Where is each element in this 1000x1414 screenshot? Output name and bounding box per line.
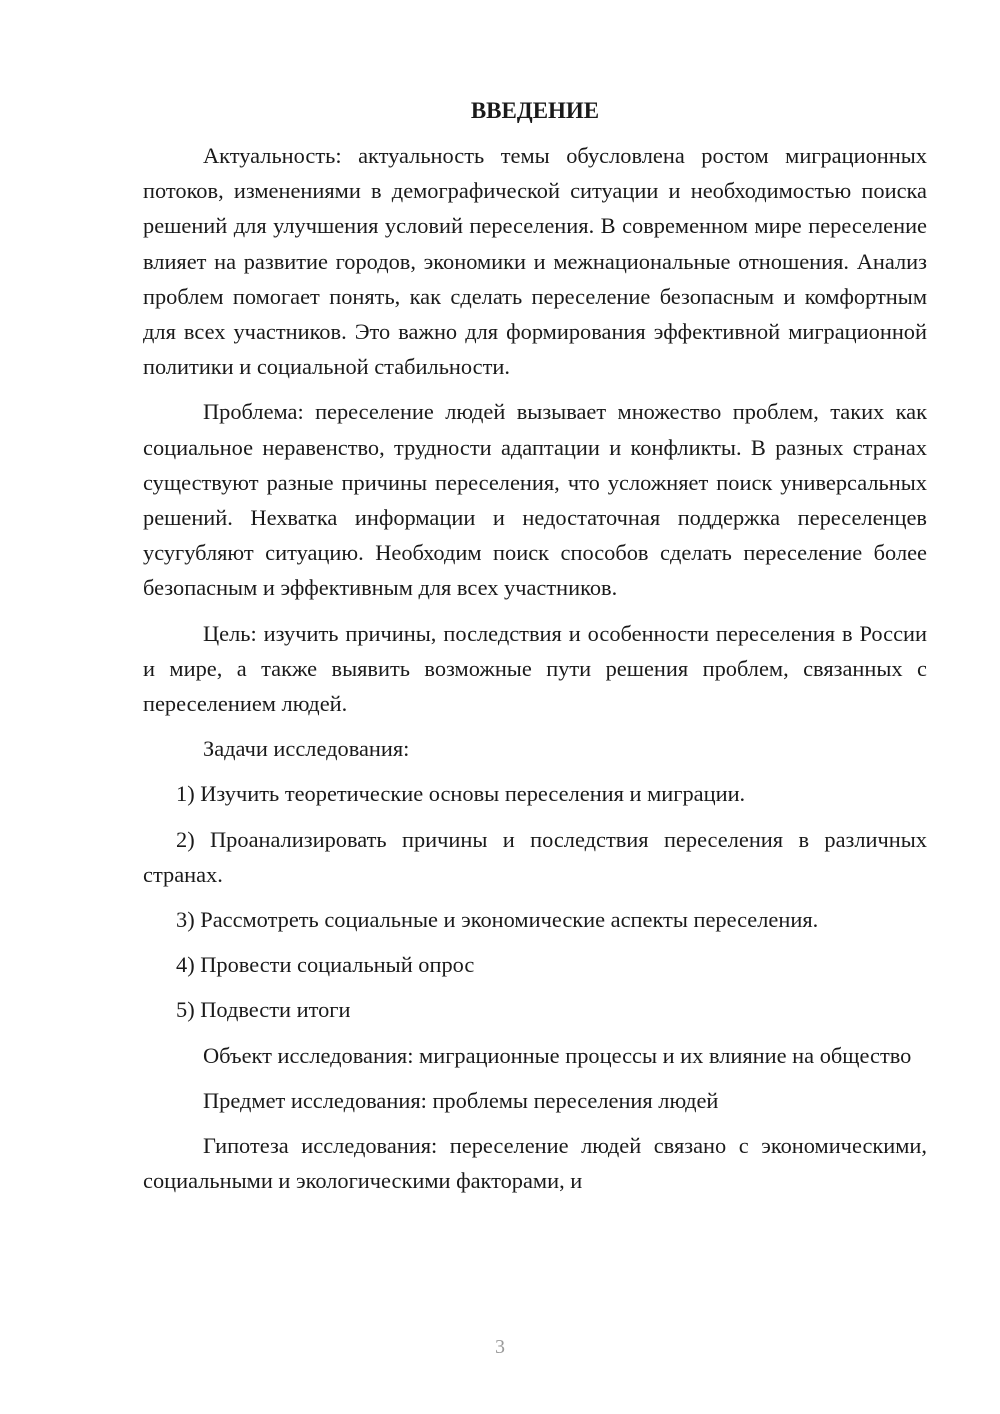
- goal-paragraph: Цель: изучить причины, последствия и особенности переселения в России и мире, а также выявить возможные пути решения проблем, связанных с переселением людей.: [143, 620, 927, 717]
- subject-paragraph: Предмет исследования: проблемы переселения людей: [203, 1087, 719, 1113]
- tasks-heading: Задачи исследования:: [203, 736, 410, 762]
- relevance-paragraph: Актуальность: актуальность темы обусловлена ростом миграционных потоков, изменениями в демографической ситуации и необходимостью поиска решений для улучшения условий переселения. В современном мире переселение влияет на развитие городов, экономики и межнациональные отношения. Анализ проблем помогает понять, как сделать переселение безопасным и комфортным для всех участников. Это важно для формирования эффективной миграционной политики и социальной стабильности.: [143, 143, 927, 380]
- hypothesis-paragraph: Гипотеза исследования: переселение людей связано с экономическими, социальными и экологическими факторами, и: [143, 1133, 927, 1194]
- list-item: 4) Провести социальный опрос: [176, 952, 475, 978]
- page-number: 3: [495, 1336, 505, 1358]
- list-item: 5) Подвести итоги: [176, 997, 351, 1023]
- problem-paragraph: Проблема: переселение людей вызывает множество проблем, таких как социальное неравенство, трудности адаптации и конфликты. В разных странах существуют разные причины переселения, что усложняет поиск универсальных решений. Нехватка информации и недостаточная поддержка переселенцев усугубляют ситуацию. Необходим поиск способов сделать переселение более безопасным и эффективным для всех участников.: [143, 399, 927, 601]
- document-page: [143, 96, 927, 1208]
- object-paragraph: Объект исследования: миграционные процессы и их влияние на общество: [203, 1042, 912, 1068]
- list-item: 3) Рассмотреть социальные и экономические аспекты переселения.: [176, 907, 819, 933]
- list-item: 1) Изучить теоретические основы переселения и миграции.: [176, 781, 746, 807]
- list-item: 2) Проанализировать причины и последствия переселения в различных странах.: [143, 826, 927, 887]
- tasks-list: [143, 776, 927, 1027]
- section-title: ВВЕДЕНИЕ: [470, 98, 600, 123]
